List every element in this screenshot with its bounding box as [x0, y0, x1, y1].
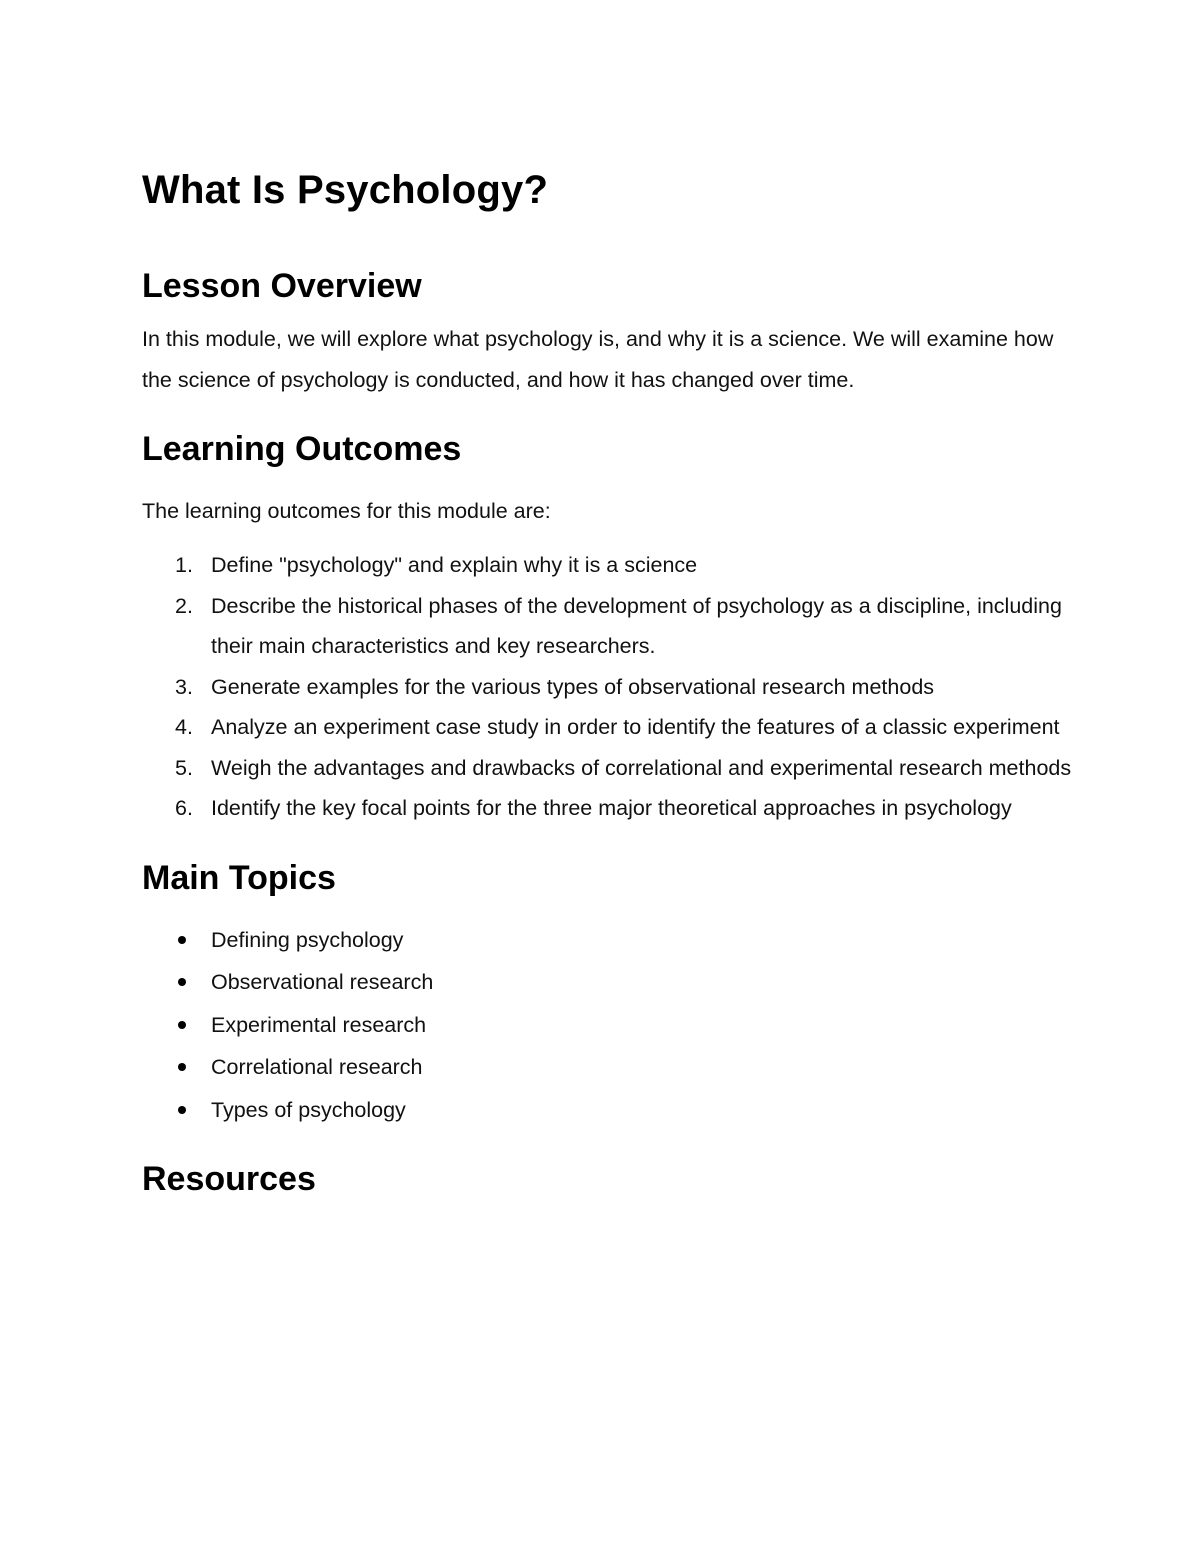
topic-text: Observational research — [211, 970, 434, 994]
outcome-item — [142, 545, 1072, 586]
outcome-item — [142, 707, 1072, 748]
resources-heading: Resources — [142, 1160, 316, 1198]
topic-item — [142, 919, 1072, 962]
bullet-icon — [178, 978, 186, 986]
outcome-number: 6. — [175, 796, 193, 820]
topic-text: Correlational research — [211, 1055, 423, 1079]
outcome-item — [142, 586, 1072, 667]
bullet-icon — [178, 1021, 186, 1029]
bullet-icon — [178, 1106, 186, 1114]
outcome-number: 5. — [175, 755, 193, 780]
learning-outcomes-list — [142, 545, 1072, 829]
topic-item — [142, 1089, 1072, 1132]
document-content — [142, 164, 1072, 1201]
learning-outcomes-intro: The learning outcomes for this module are: — [142, 499, 551, 523]
topic-text: Types of psychology — [211, 1097, 406, 1122]
topic-text: Experimental research — [211, 1012, 427, 1037]
outcome-text: Identify the key focal points for the three major theoretical approaches in psychology — [211, 796, 1012, 820]
main-topics-heading: Main Topics — [142, 858, 336, 897]
outcome-text: Generate examples for the various types of observational research methods — [211, 674, 935, 699]
page-title: What Is Psychology? — [142, 168, 549, 212]
outcome-number: 1. — [175, 553, 193, 577]
bullet-icon — [178, 1063, 186, 1071]
lesson-overview-text: In this module, we will explore what psychology is, and why it is a science. We will examine how the science of psychology is conducted, and how it has changed over time. — [142, 327, 1054, 392]
main-topics-list — [142, 919, 1072, 1132]
topic-item — [142, 1046, 1072, 1089]
outcome-number: 2. — [175, 593, 193, 618]
outcome-number: 3. — [175, 674, 193, 699]
outcome-item — [142, 667, 1072, 708]
outcome-number: 4. — [175, 715, 193, 739]
outcome-text: Weigh the advantages and drawbacks of correlational and experimental research methods — [211, 755, 1072, 780]
learning-outcomes-heading: Learning Outcomes — [142, 430, 462, 468]
outcome-text: Analyze an experiment case study in order to identify the features of a classic experiment — [211, 715, 1060, 739]
outcome-text: Define "psychology" and explain why it is a science — [211, 553, 698, 577]
lesson-overview-heading: Lesson Overview — [142, 267, 422, 305]
outcome-item — [142, 748, 1072, 789]
topic-text: Defining psychology — [211, 927, 404, 952]
topic-item — [142, 961, 1072, 1004]
outcome-text: Describe the historical phases of the development of psychology as a discipline, including their main characteristics and key researchers. — [211, 593, 1062, 658]
topic-item — [142, 1004, 1072, 1047]
bullet-icon — [178, 936, 186, 944]
outcome-item — [142, 788, 1072, 829]
